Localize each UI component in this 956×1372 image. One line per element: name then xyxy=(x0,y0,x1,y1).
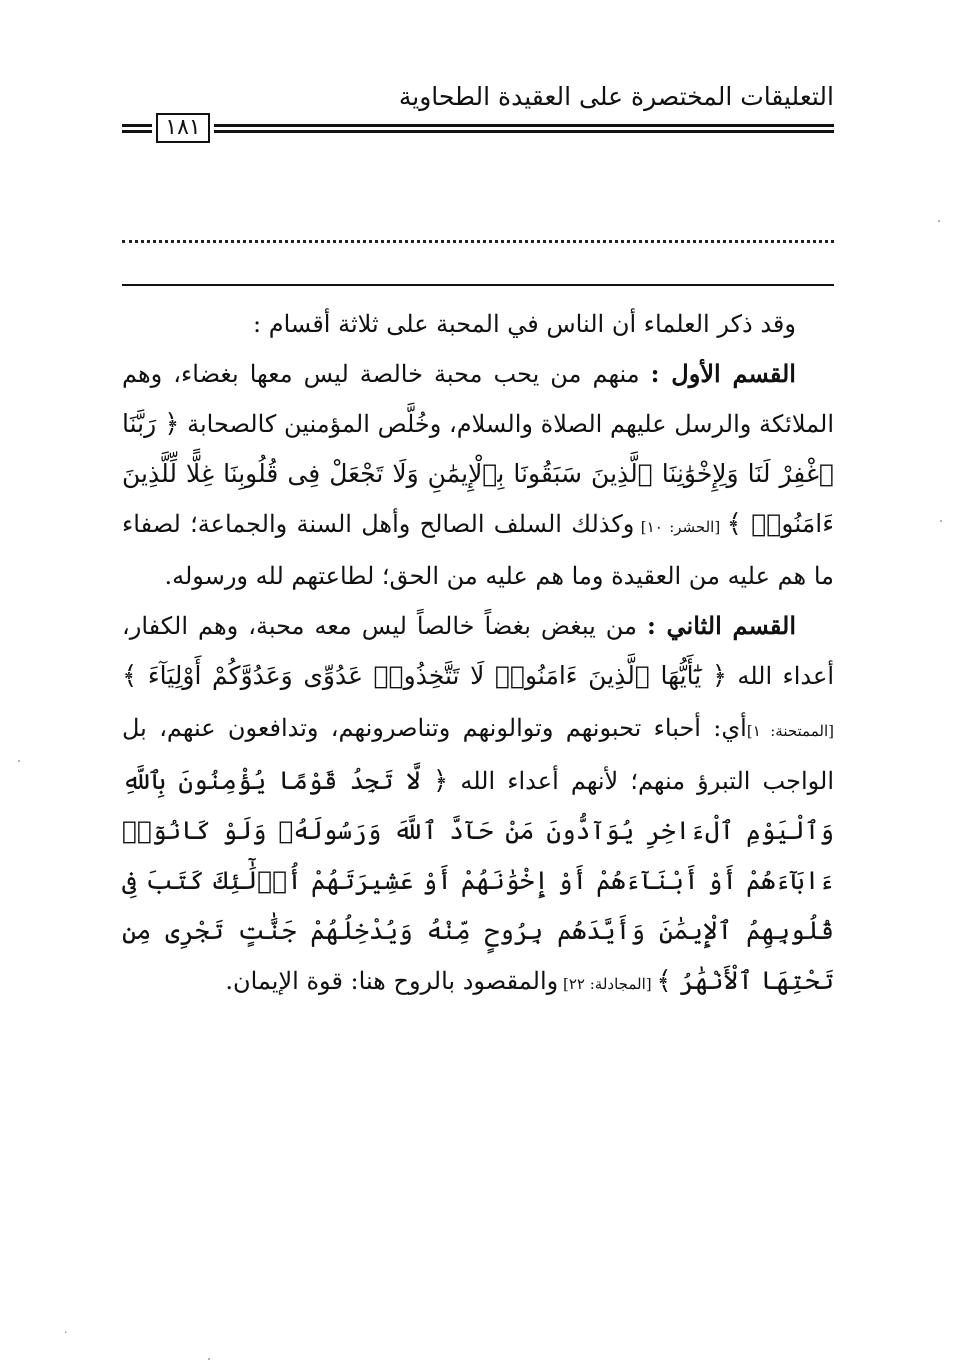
header-double-rule-short xyxy=(122,124,152,133)
page-number-box: ١٨١ xyxy=(156,113,210,143)
quran-bracket: ﴾ xyxy=(656,966,672,996)
header-double-rule xyxy=(214,124,834,133)
section-heading: القسم الثاني : xyxy=(646,611,796,640)
scan-speck xyxy=(938,220,940,222)
body-text-run: أي: أحباء تحبونهم وتوالونهم وتناصرونهم، وتدافعون عنهم، بل الواجب التبرؤ منهم؛ لأنهم أعداء الله xyxy=(122,714,834,795)
paragraph-intro xyxy=(122,300,834,349)
body-text-run: وقد ذكر العلماء أن الناس في المحبة على ثلاثة أقسام : xyxy=(253,310,796,338)
quran-bracket: ﴿ xyxy=(164,409,180,439)
quran-verse: يَٰٓأَيُّهَا ٱلَّذِينَ ءَامَنُوا۟ لَا تَتَّخِذُوا۟ عَدُوِّى وَعَدُوَّكُمْ أَوْلِيَآءَ xyxy=(137,661,712,690)
dotted-separator xyxy=(122,240,834,243)
scan-speck xyxy=(18,760,20,762)
scan-mark: · xyxy=(64,1326,68,1339)
scan-speck xyxy=(208,1358,210,1360)
body-text-run: وكذلك السلف الصالح وأهل السنة والجماعة؛ لصفاء ما هم عليه من العقيدة وما هم عليه من الحق؛ لطاعتهم لله ورسوله. xyxy=(122,510,834,590)
solid-separator xyxy=(122,284,834,286)
quran-bracket: ﴿ xyxy=(711,661,728,691)
quran-bracket: ﴿ xyxy=(433,766,449,796)
verse-reference: [الحشر: ١٠] xyxy=(634,518,727,536)
running-header-title: التعليقات المختصرة على العقيدة الطحاوية xyxy=(398,82,834,111)
body-text-run: منهم من يحب محبة خالصة ليس معها بغضاء، وهم الملائكة والرسل عليهم الصلاة والسلام، وخُلَّص المؤمنين كالصحابة xyxy=(122,360,835,438)
body-text-run: والمقصود بالروح هنا: قوة الإيمان. xyxy=(225,967,559,995)
verse-reference: [الممتحنة: ١] xyxy=(746,722,834,740)
quran-verse: لَّا تَجِدُ قَوْمًا يُؤْمِنُونَ بِٱللَّهِ وَٱلْيَوْمِ ٱلْءَاخِرِ يُوَآدُّونَ مَنْ حَآدَّ ٱللَّهَ وَرَسُولَهُۥ وَلَوْ كَانُوٓا۟ ءَابَآءَهُمْ أَوْ أَبْنَآءَهُمْ أَوْ إِخْوَٰنَهُمْ أَوْ عَشِيرَتَهُمْ أُو۟لَٰٓئِكَ كَتَبَ فِى قُلُوبِهِمُ ٱلْإِيمَٰنَ وَأَيَّدَهُم بِرُوحٍ مِّنْهُ وَيُدْخِلُهُمْ جَنَّٰتٍ تَجْرِى مِن تَحْتِهَا ٱلْأَنْهَٰرُ xyxy=(122,766,834,995)
body-text-run: من يبغض بغضاً خالصاً ليس معه محبة، وهم الكفار، أعداء الله xyxy=(122,612,834,690)
scan-speck xyxy=(940,520,942,522)
verse-reference: [المجادلة: ٢٢] xyxy=(558,975,657,993)
paragraph-second-section xyxy=(122,601,834,1009)
quran-bracket: ﴾ xyxy=(726,509,742,539)
section-heading: القسم الأول : xyxy=(650,359,796,388)
quran-verse: رَبَّنَا ٱغْفِرْ لَنَا وَلِإِخْوَٰنِنَا ٱلَّذِينَ سَبَقُونَا بِٱلْإِيمَٰنِ وَلَا تَجْعَلْ فِى قُلُوبِنَا غِلًّا لِّلَّذِينَ ءَامَنُوا۟ xyxy=(122,409,834,538)
paragraph-first-section xyxy=(122,349,834,601)
body-text xyxy=(122,300,834,1009)
quran-bracket: ﴾ xyxy=(122,661,138,691)
